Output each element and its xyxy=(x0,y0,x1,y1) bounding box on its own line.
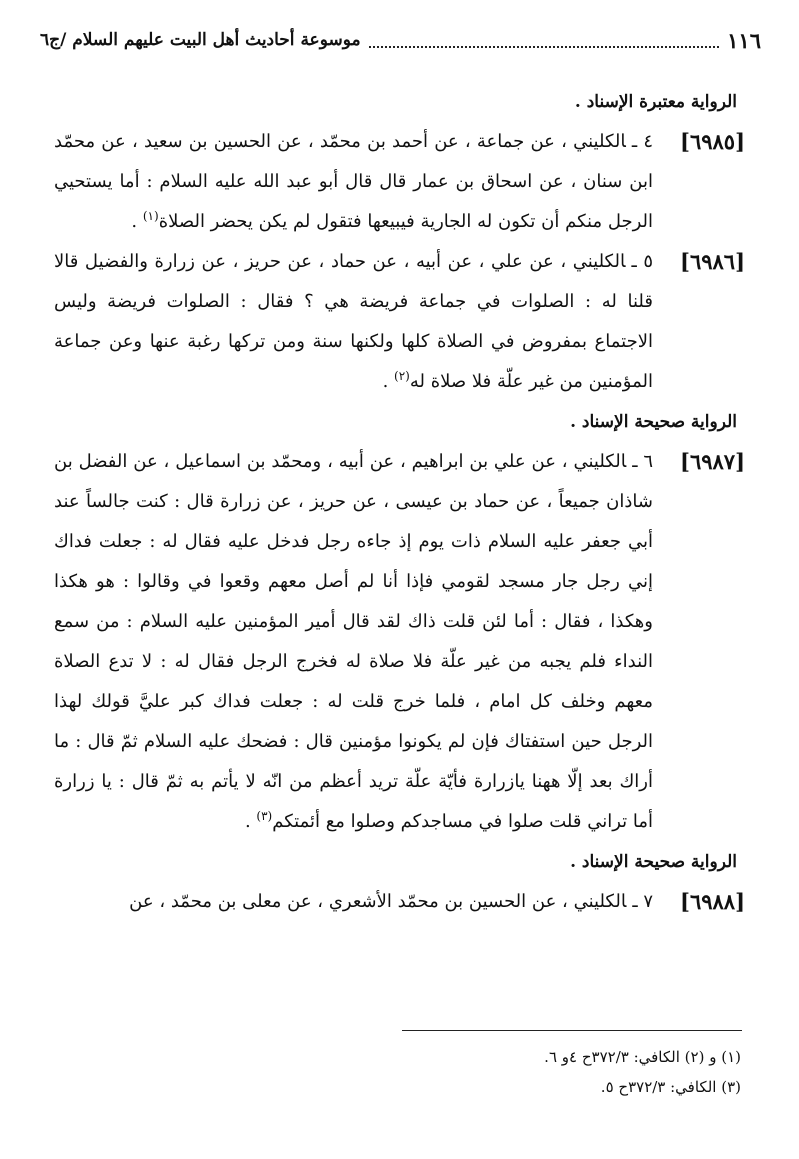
hadith-body: الكليني ، عن الحسين بن محمّد الأشعري ، عن معلى بن محمّد ، عن xyxy=(129,891,627,912)
hadith-entry xyxy=(54,442,745,842)
hadith-body: الكليني ، عن علي بن ابراهيم ، عن أبيه ، ومحمّد بن اسماعيل ، عن الفضل بن شاذان جميعاً ، عن حماد بن عيسى ، عن حريز ، عن زرارة قال : كنت جالساً عند أبي جعفر عليه السلام ذات يوم إذ جاءه رجل فدخل عليه فقال له : جعلت فداك إني رجل جار مسجد لقومي فإذا أنا لم أصل معهم وقعوا في وقالوا : هو هكذا وهكذا ، فقال : أما لئن قلت ذاك لقد قال أمير المؤمنين عليه السلام : من سمع النداء فلم يجبه من غير علّة فلا صلاة له فخرج الرجل فقال له : لا تدع الصلاة معهم وخلف كل امام ، فلما خرج قلت له : جعلت فداك كبر عليَّ قولك لهذا الرجل حين استفتاك فإن لم يكونوا مؤمنين قال : فضحك عليه السلام ثمّ قال : ما أراك بعد إلّا ههنا يازرارة فأيّة علّة تريد أعظم من انّه لا يأتم به ثمّ قال : يا زرارة أما تراني قلت صلوا في مساجدكم وصلوا مع أئمتكم xyxy=(54,451,653,832)
hadith-text xyxy=(54,882,653,922)
main-text xyxy=(54,82,745,922)
hadith-number: [٦٩٨٦] xyxy=(680,249,745,274)
hadith-number: [٦٩٨٧] xyxy=(680,449,745,474)
hadith-number: [٦٩٨٥] xyxy=(680,129,745,154)
footnote-ref: (١) xyxy=(142,209,159,223)
hadith-body: الكليني ، عن علي ، عن أبيه ، عن حماد ، عن حريز ، عن زرارة والفضيل قالا قلنا له : الصلوات في جماعة فريضة هي ؟ فقال : الصلوات فريضة وليس الاجتماع بمفروض في الصلاة كلها ولكنها سنة ومن تركها رغبة عنها وعن جماعة المؤمنين من غير علّة فلا صلاة له xyxy=(54,251,653,392)
footnote-separator xyxy=(402,1030,742,1031)
hadith-text: ٦ ـالكليني ، عن علي بن ابراهيم ، عن أبيه ، ومحمّد بن اسماعيل ، عن الفضل بن شاذان جميعاً ، عن حماد بن عيسى ، عن حريز ، عن زرارة قال : كنت جالساً عند أبي جعفر عليه السلام ذات يوم إذ جاءه رجل فدخل عليه فقال له : جعلت فداك إني رجل جار مسجد لقومي فإذا أنا لم أصل معهم وقعوا في وقالوا : هو هكذا وهكذا ، فقال : أما لئن قلت ذاك لقد قال أمير المؤمنين عليه السلام : من سمع النداء فلم يجبه من غير علّة فلا صلاة له فخرج الرجل فقال له : لا تدع الصلاة معهم وخلف كل امام ، فلما خرج قلت له : جعلت فداك كبر عليَّ قولك لهذا الرجل حين استفتاك فإن لم يكونوا مؤمنين قال : فضحك عليه السلام ثمّ قال : ما أراك بعد إلّا ههنا يازرارة فأيّة علّة تريد أعظم من انّه لا يأتم به ثمّ قال : يا زرارة أما تراني قلت صلوا في مساجدكم وصلوا مع أئمتكم$^{(٣)}$ . xyxy=(54,451,654,832)
footnotes xyxy=(54,1042,741,1102)
isnad-grade: الرواية صحيحة الإسناد . xyxy=(570,852,737,872)
isnad-grade: الرواية معتبرة الإسناد . xyxy=(574,92,737,112)
hadith-body: الكليني ، عن جماعة ، عن أحمد بن محمّد ، عن الحسين بن سعيد ، عن محمّد ابن سنان ، عن اسحاق بن عمار قال قال أبو عبد الله عليه السلام : أما يستحيي الرجل منكم أن تكون له الجارية فيبيعها فتقول لم يكن يحضر الصلاة xyxy=(54,131,653,232)
footnote-1: (١) و (٢) الكافي: ٣٧٢/٣ح ٤و ٦. xyxy=(544,1048,741,1066)
footnote-ref: (٣) xyxy=(256,809,273,823)
hadith-entry xyxy=(54,882,745,922)
hadith-entry xyxy=(54,242,745,402)
footnote-ref: (٢) xyxy=(394,369,410,383)
page-number: ١١٦ xyxy=(727,27,761,53)
page-header xyxy=(40,22,761,58)
hadith-index: ٦ ـ xyxy=(632,451,654,472)
hadith-index: ٧ ـ xyxy=(632,891,653,912)
hadith-index: ٤ ـ xyxy=(631,131,653,152)
running-title: موسوعة أحاديث أهل البيت عليهم السلام /ج٦ xyxy=(40,30,361,50)
hadith-text: ٤ ـالكليني ، عن جماعة ، عن أحمد بن محمّد ، عن الحسين بن سعيد ، عن محمّد ابن سنان ، عن اسحاق بن عمار قال قال أبو عبد الله عليه السلام : أما يستحيي الرجل منكم أن تكون له الجارية فيبيعها فتقول لم يكن يحضر الصلاة$^{(١)}$ . xyxy=(54,131,653,232)
header-leader-dots xyxy=(369,46,720,48)
hadith-number: [٦٩٨٨] xyxy=(680,889,745,914)
hadith-index: ٥ ـ xyxy=(631,251,653,272)
isnad-grade: الرواية صحيحة الإسناد . xyxy=(570,412,737,432)
hadith-entry xyxy=(54,122,745,242)
footnote-2: (٣) الكافي: ٣٧٢/٣ح ٥. xyxy=(600,1078,741,1096)
hadith-text: ٥ ـالكليني ، عن علي ، عن أبيه ، عن حماد ، عن حريز ، عن زرارة والفضيل قالا قلنا له : الصلوات في جماعة فريضة هي ؟ فقال : الصلوات فريضة وليس الاجتماع بمفروض في الصلاة كلها ولكنها سنة ومن تركها رغبة عنها وعن جماعة المؤمنين من غير علّة فلا صلاة له$^{(٢)}$ . xyxy=(54,251,653,392)
